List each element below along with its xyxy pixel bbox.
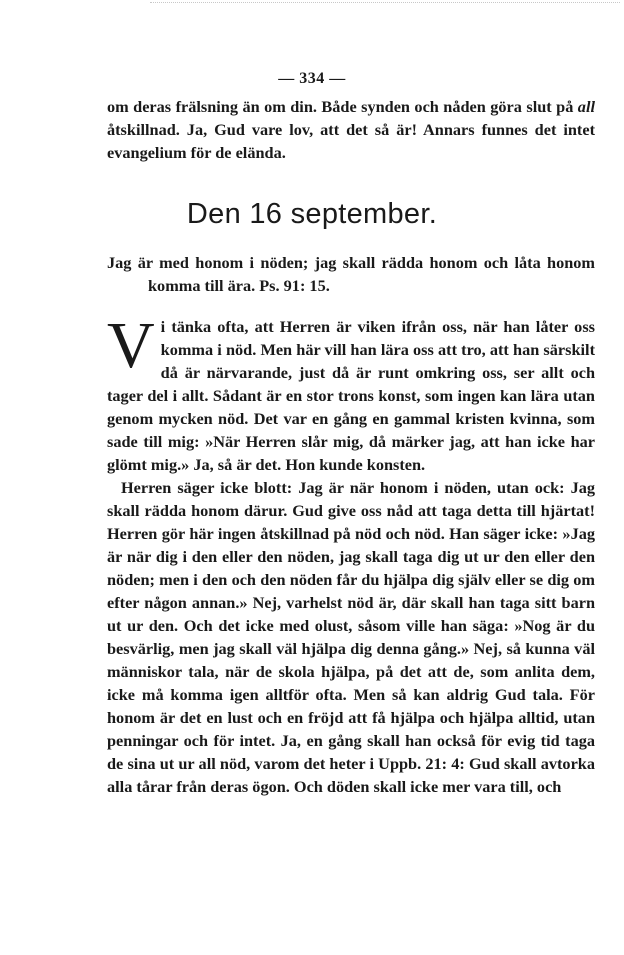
continuation-block <box>107 95 595 164</box>
page-number: — 334 — <box>278 70 346 87</box>
date-heading: Den 16 september. <box>186 198 438 230</box>
body-text <box>107 309 595 798</box>
scripture-motto: Jag är med honom i nöden; jag skall rädda honom och låta honom komma till ära. Ps. 91: 15. <box>107 253 595 295</box>
continuation-paragraph <box>107 95 595 164</box>
scan-edge-line <box>150 2 620 3</box>
paragraph-1-text: i tänka ofta, att Herren är viken ifrån oss, när han låter oss komma i nöd. Men här vill han lära oss att tro, att han särskilt då är närvarande, just då är runt omkring oss, ser allt och tager del i allt. Sådant är en stor trons konst, som ingen kan lära utan genom mycken nöd. Det var en gång en gammal kristen kvinna, som sade till mig: »När Herren slår mig, då märker jag, att han icke har glömt mig.» Ja, så är det. Hon kunde konsten. <box>107 317 595 474</box>
continuation-text-start: om deras frälsning än om din. Både synden och nåden göra slut på <box>107 97 578 116</box>
paragraph-1 <box>107 309 595 476</box>
paragraph-2: Herren säger icke blott: Jag är när honom i nöden, utan ock: Jag skall rädda honom därur. Gud give oss nåd att taga detta till hjärtat! Herren gör här ingen åtskillnad på nöd och nöd. Han säger icke: »Jag är när dig i den eller den nöden, jag skall taga dig ut ur den eller den nöden; men i den och den nöden får du hjälpa dig själv eller se dig om efter någon annan.» Nej, varhelst nöd är, där skall han taga sitt barn ut ur den. Och det icke med olust, såsom ville han säga: »Nog är du besvärlig, men jag skall väl hjälpa dig denna gång.» Nej, så kunna väl människor tala, när de skola hjälpa, på det att de, som anlita dem, icke må komma igen alltför ofta. Men så kan aldrig Gud tala. För honom är det en lust och en fröjd att få hjälpa och hjälpa alltid, utan penningar och för intet. Ja, en gång skall han också för evig tid taga de sina ut ur all nöd, varom det heter i Uppb. 21: 4: Gud skall avtorka alla tårar från deras ögon. Och döden skall icke mer vara till, och <box>107 478 595 796</box>
continuation-text-end: åtskillnad. Ja, Gud vare lov, att det så är! Annars funnes det intet evangelium för de elända. <box>107 120 595 162</box>
emphasis-all: all <box>577 97 595 116</box>
drop-cap-letter: V <box>107 309 155 382</box>
motto-block <box>107 251 595 297</box>
